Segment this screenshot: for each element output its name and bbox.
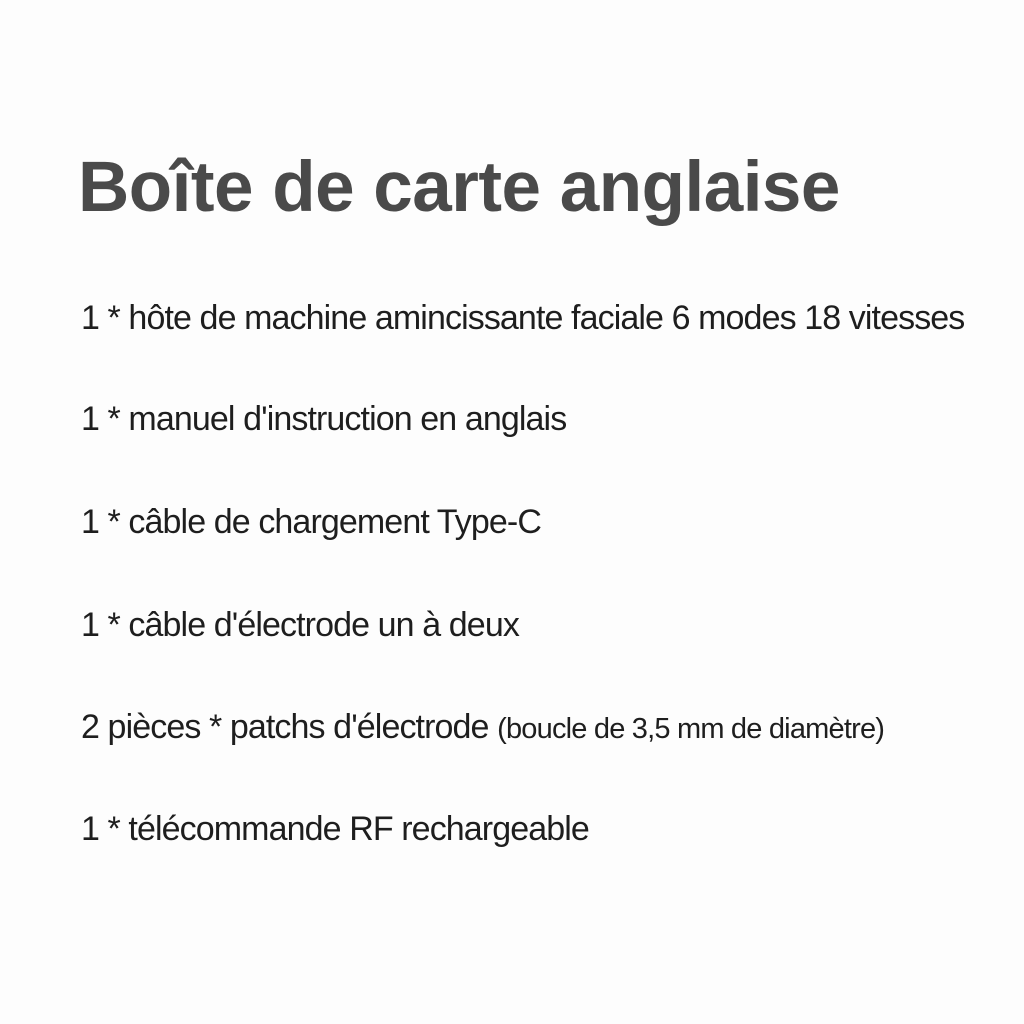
list-item — [81, 807, 589, 851]
list-item — [81, 296, 964, 340]
list-item-note: (boucle de 3,5 mm de diamètre) — [497, 713, 885, 745]
list-item — [81, 603, 519, 647]
list-item — [81, 397, 566, 441]
list-item-text: 1 * câble d'électrode un à deux — [81, 606, 519, 644]
list-item-text: 2 pièces * patchs d'électrode — [81, 708, 489, 746]
list-item-text: 1 * hôte de machine amincissante faciale 6 modes 18 vitesses — [81, 299, 965, 337]
list-item — [81, 500, 541, 544]
list-item — [81, 705, 884, 751]
list-item-text: 1 * câble de chargement Type-C — [81, 503, 541, 541]
list-item-text: 1 * manuel d'instruction en anglais — [81, 400, 567, 438]
page-title: Boîte de carte anglaise — [78, 148, 840, 227]
list-item-text: 1 * télécommande RF rechargeable — [81, 810, 589, 848]
